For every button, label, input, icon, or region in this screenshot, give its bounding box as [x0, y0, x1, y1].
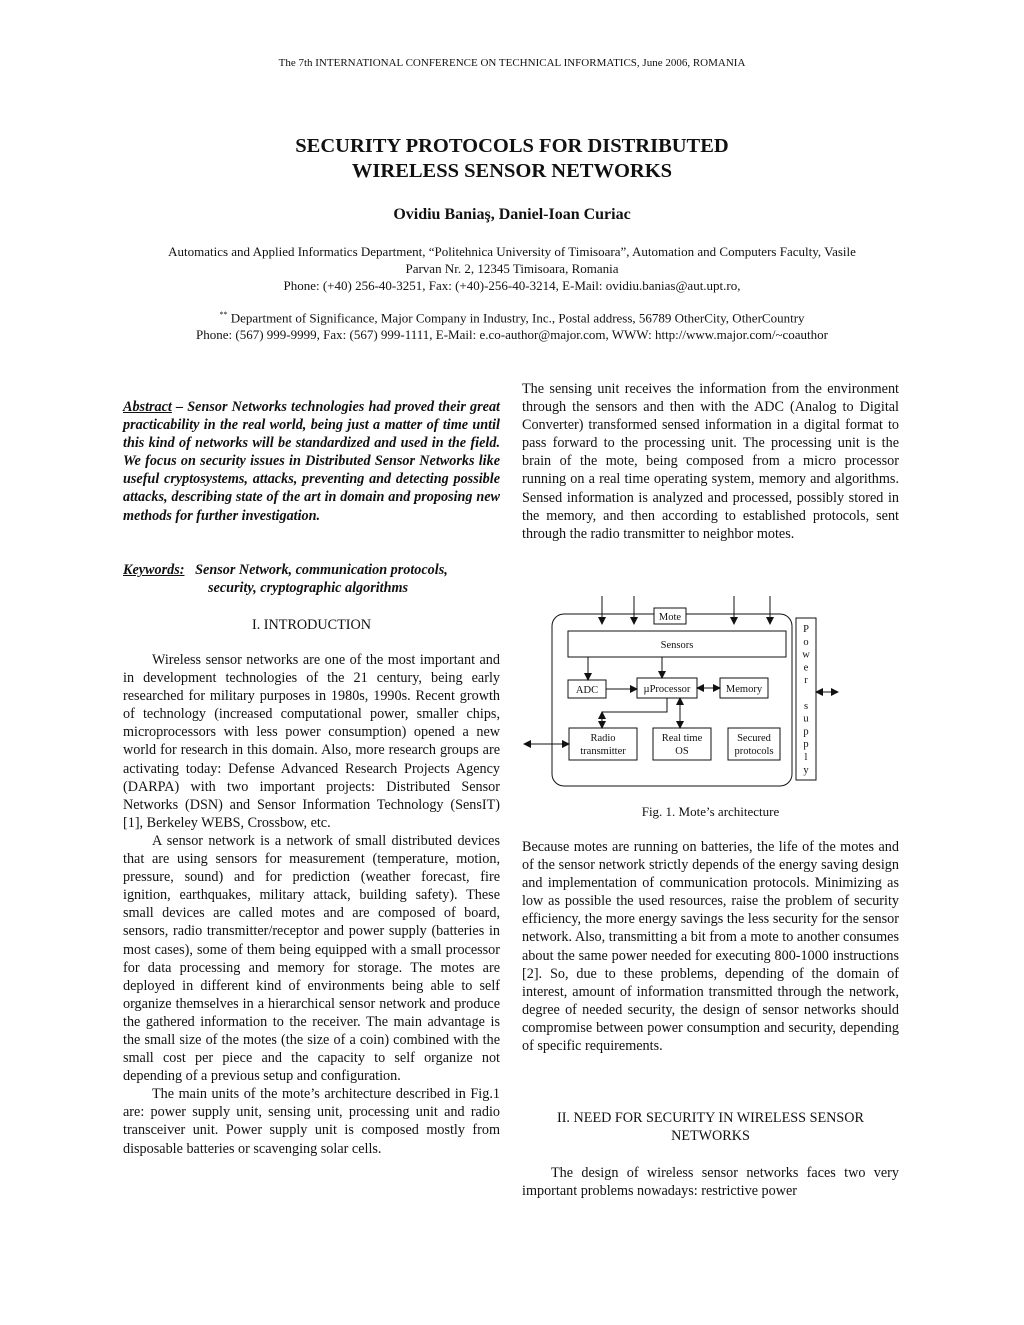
power-supply-letter: o: [803, 636, 809, 648]
affiliation-2: [120, 306, 904, 343]
keywords-label: Keywords:: [123, 562, 185, 578]
keywords: [123, 561, 500, 597]
radio-label-line-2: transmitter: [580, 746, 626, 757]
section-2-heading-line-1: II. NEED FOR SECURITY IN WIRELESS SENSOR: [556, 1110, 864, 1126]
intro-paragraph-4: [522, 380, 899, 543]
section-2-heading-line-2: NETWORKS: [671, 1128, 750, 1145]
abstract-label: Abstract: [123, 399, 172, 415]
power-supply-letter: e: [803, 662, 809, 674]
affiliation-1: [120, 243, 904, 294]
processor-label: µProcessor: [643, 684, 691, 695]
running-header: The 7th INTERNATIONAL CONFERENCE ON TECHNICAL INFORMATICS, June 2006, ROMANIA: [278, 57, 746, 69]
os-label-line-2: OS: [675, 746, 689, 757]
intro-paragraph-2: A sensor network is a network of small distributed devices that are using sensors for measurement (temperature, motion, pressure, sound) and for prediction (weather forecast, fire ignition, earthquakes, military attack, building safety). These small devices are called motes and are composed of board, sensors, radio transmitter/receptor and power supply (batteries in most cases), some of them being equipped with a small processor for data processing and memory for storage. The motes are deployed in different kind of environments being able to self organize themselves in a hierarchical sensor network and produce the gathered information to the receiver. The main advantage is the small size of the motes (the size of a coin) combined with the small cost per piece and the capacity to self organize not depending of a previous setup and configuration.: [123, 832, 500, 1085]
affiliation-1-line-1: Automatics and Applied Informatics Department, “Politehnica University of Timisoara”, Automation and Computers Faculty, Vasile: [168, 244, 856, 259]
power-supply-letter: w: [802, 649, 810, 661]
processor-to-radio-link: [602, 698, 667, 712]
paper-title: [0, 134, 1024, 184]
secured-label-line-1: Secured: [737, 733, 771, 744]
radio-label-line-1: Radio: [590, 733, 616, 744]
sensors-label: Sensors: [660, 640, 694, 651]
memory-label: Memory: [725, 684, 763, 695]
os-label-line-1: Real time: [661, 733, 703, 744]
adc-label: ADC: [575, 685, 599, 696]
keywords-line-1: Sensor Network, communication protocols,: [195, 562, 448, 578]
mote-architecture-figure: [522, 594, 842, 794]
figure-caption: Fig. 1. Mote’s architecture: [641, 804, 780, 819]
power-supply-letter: s: [803, 700, 809, 712]
title-line-2: WIRELESS SENSOR NETWORKS: [351, 160, 673, 182]
affiliation-2-line-1: [120, 306, 904, 326]
affiliation-2-text: Department of Significance, Major Company in Industry, Inc., Postal address, 56789 OtherCity, OtherCountry: [227, 310, 805, 326]
affiliation-2-line-2: Phone: (567) 999-9999, Fax: (567) 999-1111, E-Mail: e.co-author@major.com, WWW: http://www.major.com/~coauthor: [196, 327, 828, 343]
secured-label-line-2: protocols: [734, 746, 774, 757]
power-supply-letter: y: [803, 764, 809, 776]
intro-paragraph-5-text: Because motes are running on batteries, the life of the motes and of the sensor network strictly depends of the energy saving design and implementation of communication protocols. Minimizing as low as possible the used resources, raise the problem of security efficiency, the more energy savings the less security for the sensor network. Also, transmitting a bit from a mote to another consumes about the same power needed for executing 800-1000 instructions [2]. So, due to these problems, depending of the domain of interest, amount of information transmitted through the network, degree of needed security, the design of sensor networks should compromise between power consumption and security, depending of specific requirements.: [522, 839, 899, 1055]
section-2-text: [522, 1164, 899, 1200]
intro-paragraph-1: Wireless sensor networks are one of the most important and in development technologies of the 21 century, being early researched for military purposes in 1980s, 1990s. Recent growth of technology (increased computational power, smaller chips, microprocessors with less power consumption) opened a new world for research in this domain. Also, more research groups are activating today: Defense Advanced Research Projects Agency (DARPA) with two important projects: Distributed Sensor Networks (DSN) and Sensor Information Technology (SensIT) [1], Berkeley WEBS, Crossbow, etc.: [123, 652, 500, 831]
power-supply-letter: r: [804, 675, 808, 687]
intro-paragraph-3: The main units of the mote’s architecture described in Fig.1 are: power supply unit, sensing unit, processing unit and radio transceiver unit. Power supply unit is composed mostly from disposable batteries or scavenging solar cells.: [123, 1086, 500, 1157]
introduction-text: [123, 651, 500, 1158]
abstract-text: – Sensor Networks technologies had proved their great practicability in the real world, being just a matter of time until this kind of networks will be standardized and used in the field. We focus on security issues in Distributed Sensor Networks like useful cryptosystems, attacks, preventing and detecting possible attacks, describing state of the art in domain and proposing new methods for further investigation.: [123, 399, 500, 524]
intro-paragraph-4-text: The sensing unit receives the information from the environment through the sensors and then with the ADC (Analog to Digital Converter) transformed sensed information in a digital format to pass forward to the processing unit. The processing unit is the brain of the mote, being composed from a micro processor running on a real time operating system, memory and algorithms. Sensed information is analyzed and processed, possibly stored in the memory, and then according to established protocols, sent through the radio transmitter to neighbor motes.: [522, 381, 899, 542]
abstract: [123, 398, 500, 525]
power-supply-letter: l: [804, 752, 808, 763]
title-line-1: SECURITY PROTOCOLS FOR DISTRIBUTED: [295, 135, 729, 157]
section-2-heading: [522, 1109, 899, 1145]
section-2-paragraph-1: The design of wireless sensor networks faces two very important problems nowadays: restrictive power: [522, 1165, 899, 1200]
power-supply-letter: u: [803, 713, 809, 725]
power-supply-letter: p: [803, 739, 809, 751]
mote-label: Mote: [658, 612, 682, 623]
authors: Ovidiu Baniaş, Daniel-Ioan Curiac: [393, 206, 631, 223]
keywords-line-2: security, cryptographic algorithms: [208, 580, 409, 597]
intro-paragraph-5: [522, 838, 899, 1055]
section-1-heading: I. INTRODUCTION: [251, 617, 371, 633]
affiliation-2-mark: **: [219, 310, 228, 319]
affiliation-1-line-3: Phone: (+40) 256-40-3251, Fax: (+40)-256-40-3214, E-Mail: ovidiu.banias@aut.upt.ro,: [283, 278, 741, 293]
power-supply-letter: P: [803, 624, 809, 635]
affiliation-1-line-2: Parvan Nr. 2, 12345 Timisoara, Romania: [405, 261, 619, 276]
power-supply-letter: p: [803, 726, 809, 738]
